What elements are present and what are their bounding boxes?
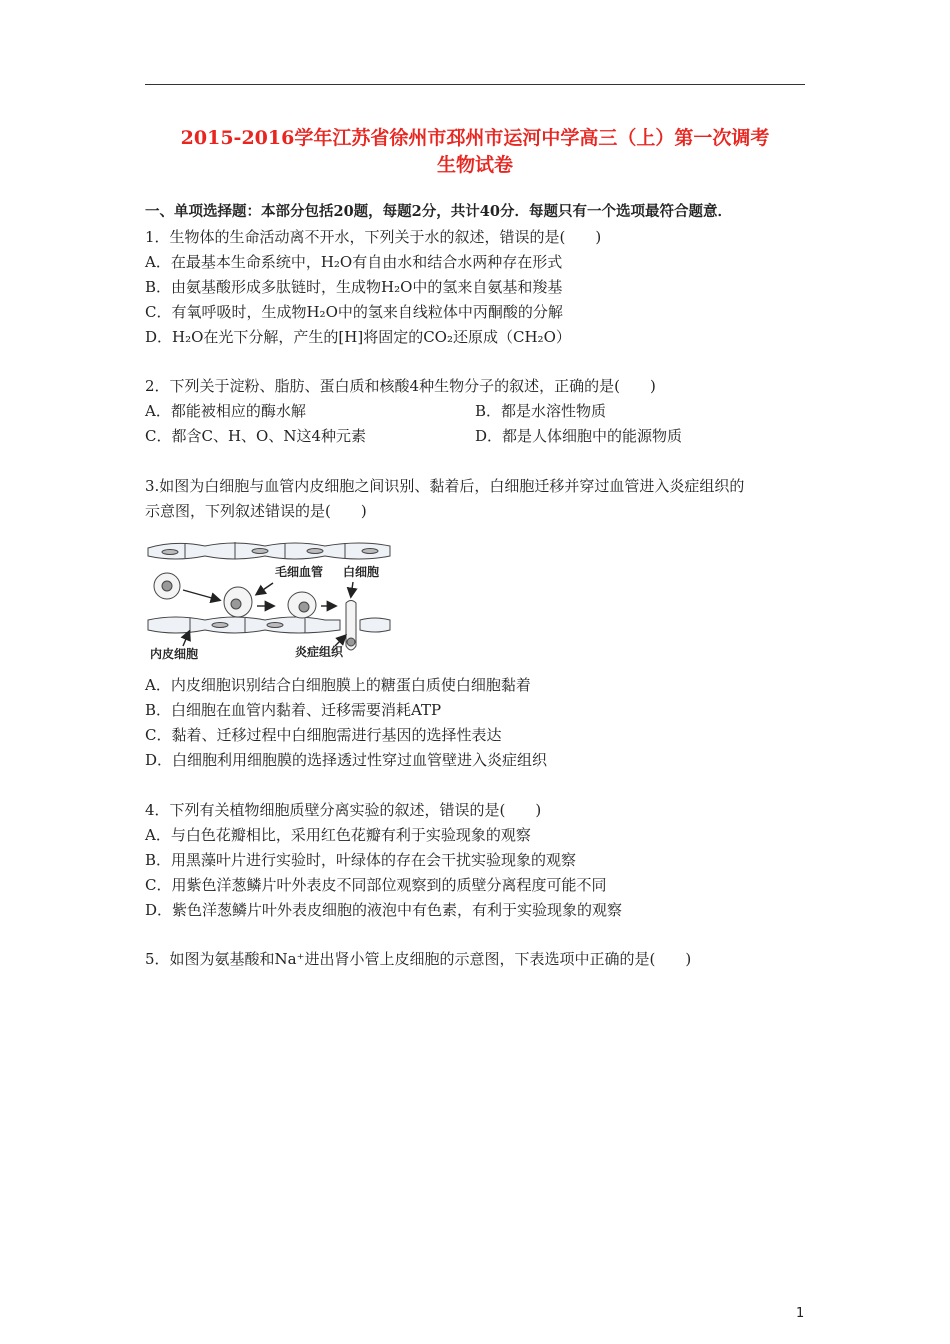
- q2-option-a: A．都能被相应的酶水解: [145, 402, 306, 420]
- header-rule: [145, 84, 805, 85]
- q3-stem-line2: 示意图，下列叙述错误的是( ): [145, 502, 367, 520]
- q2-option-c: C．都含C、H、O、N这4种元素: [145, 427, 367, 445]
- q4-option-d: D．紫色洋葱鳞片叶外表皮细胞的液泡中有色素，有利于实验现象的观察: [145, 901, 623, 919]
- label-endothelial: 内皮细胞: [150, 647, 199, 661]
- q3-option-d: D．白细胞利用细胞膜的选择透过性穿过血管壁进入炎症组织: [145, 751, 548, 769]
- section-heading: 一、单项选择题：本部分包括20题，每题2分，共计40分．每题只有一个选项最符合题意．: [145, 203, 732, 220]
- page-number: 1: [796, 1306, 805, 1321]
- q4-option-b: B．用黑藻叶片进行实验时，叶绿体的存在会干扰实验现象的观察: [145, 851, 577, 869]
- q2-stem: 2．下列关于淀粉、脂肪、蛋白质和核酸4种生物分子的叙述，正确的是( ): [145, 377, 656, 395]
- q1-option-c: C．有氧呼吸时，生成物H₂O中的氢来自线粒体中丙酮酸的分解: [145, 303, 563, 321]
- label-leukocyte: 白细胞: [343, 565, 380, 579]
- upper-vessel-wall: [148, 542, 390, 559]
- q1-stem: 1．生物体的生命活动离不开水，下列关于水的叙述，错误的是( ): [145, 228, 602, 246]
- q1-option-a: A．在最基本生命系统中，H₂O有自由水和结合水两种存在形式: [145, 253, 563, 271]
- leukocyte-cells: [154, 573, 356, 650]
- q3-option-a: A．内皮细胞识别结合白细胞膜上的糖蛋白质使白细胞黏着: [145, 676, 531, 694]
- q3-option-c: C．黏着、迁移过程中白细胞需进行基因的选择性表达: [145, 726, 502, 744]
- page-title-line1: 2015-2016学年江苏省徐州市邳州市运河中学高三（上）第一次调考: [180, 127, 770, 149]
- label-capillary: 毛细血管: [275, 565, 324, 579]
- migration-arrows: [183, 582, 353, 646]
- q4-option-a: A．与白色花瓣相比，采用红色花瓣有利于实验现象的观察: [145, 826, 531, 844]
- q3-stem-line1: 3.如图为白细胞与血管内皮细胞之间识别、黏着后，白细胞迁移并穿过血管进入炎症组织的: [145, 477, 745, 495]
- q1-option-b: B．由氨基酸形成多肽链时，生成物H₂O中的氢来自氨基和羧基: [145, 278, 563, 296]
- leukocyte-migration-figure: [145, 538, 395, 663]
- q3-option-b: B．白细胞在血管内黏着、迁移需要消耗ATP: [145, 701, 442, 719]
- q4-option-c: C．用紫色洋葱鳞片叶外表皮不同部位观察到的质壁分离程度可能不同: [145, 876, 607, 894]
- q2-option-b: B．都是水溶性物质: [475, 402, 607, 420]
- q5-stem: 5．如图为氨基酸和Na⁺进出肾小管上皮细胞的示意图，下表选项中正确的是( ): [145, 950, 692, 968]
- q1-option-d: D．H₂O在光下分解，产生的[H]将固定的CO₂还原成（CH₂O）: [145, 328, 571, 346]
- q2-option-d: D．都是人体细胞中的能源物质: [475, 427, 683, 445]
- page-title-line2: 生物试卷: [436, 154, 513, 176]
- q4-stem: 4．下列有关植物细胞质壁分离实验的叙述，错误的是( ): [145, 801, 542, 819]
- label-inflamed-tissue: 炎症组织: [295, 645, 344, 659]
